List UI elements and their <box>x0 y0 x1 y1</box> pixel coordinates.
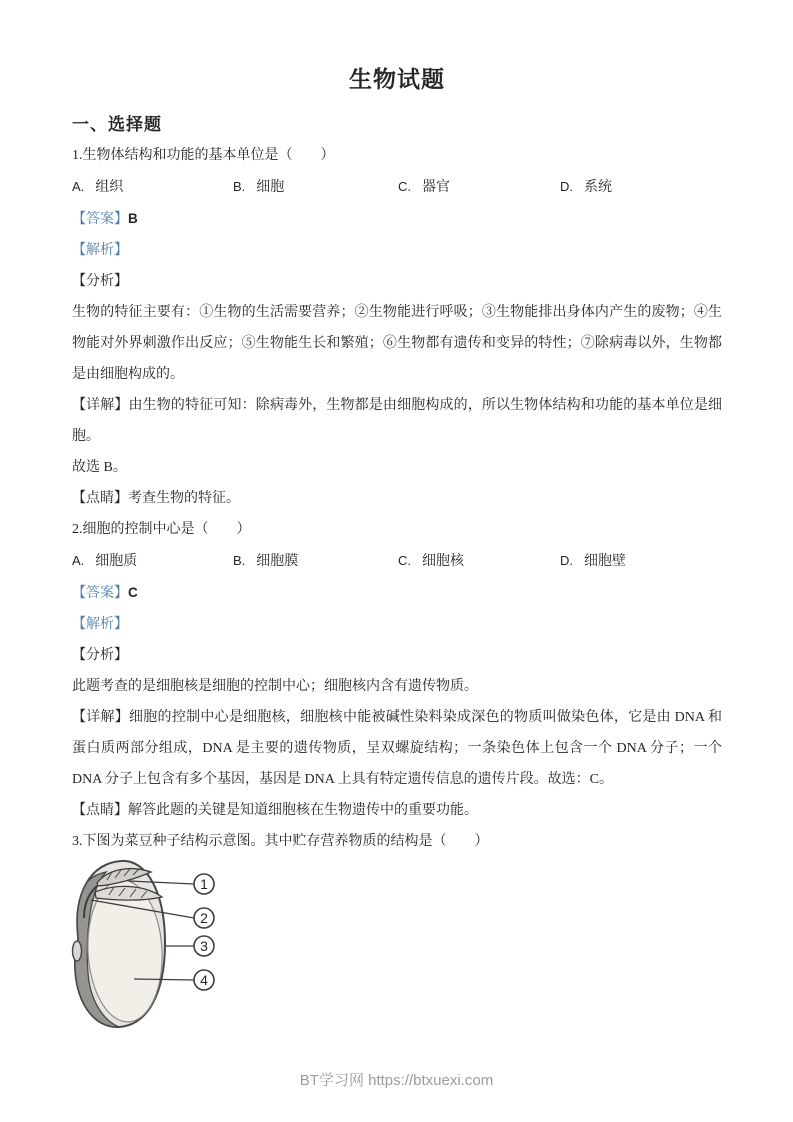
answer-value: C <box>128 585 138 600</box>
answer-tag: 【答案】 <box>72 212 128 227</box>
option-letter: C. <box>398 553 411 568</box>
option-label: 细胞质 <box>95 554 138 569</box>
question-1-detail: 【详解】由生物的特征可知：除病毒外，生物都是由细胞构成的，所以生物体结构和功能的基本单位是细胞。 <box>72 398 722 444</box>
option-d <box>560 545 722 577</box>
option-a <box>72 545 233 577</box>
option-d <box>560 171 722 203</box>
footer-watermark: BT学习网 https://btxuexi.com <box>299 1072 494 1089</box>
section-heading: 一、选择题 <box>72 115 162 134</box>
option-label: 细胞膜 <box>256 554 299 569</box>
question-1-conclusion: 故选 B。 <box>72 460 127 475</box>
option-letter: D. <box>560 179 573 194</box>
option-label: 细胞 <box>256 180 285 195</box>
question-2-answer-line <box>72 577 722 609</box>
option-label: 组织 <box>95 180 124 195</box>
option-letter: C. <box>398 179 411 194</box>
option-letter: B. <box>233 179 246 194</box>
option-c <box>398 545 560 577</box>
analysis-tag: 【解析】 <box>72 243 128 258</box>
question-1-analysis-tag-line <box>72 235 722 266</box>
option-letter: A. <box>72 553 85 568</box>
bean-seed-diagram <box>61 857 231 1033</box>
option-letter: A. <box>72 179 85 194</box>
callout-badges <box>194 874 214 990</box>
question-2-stem: 2.细胞的控制中心是（ ） <box>72 522 251 537</box>
question-2-analysis-heading: 【分析】 <box>72 648 128 663</box>
question-1-answer-line <box>72 203 722 235</box>
option-label: 细胞核 <box>422 554 464 569</box>
answer-tag: 【答案】 <box>72 586 128 601</box>
question-2-detail: 【详解】细胞的控制中心是细胞核，细胞核中能被碱性染料染成深色的物质叫做染色体，它是由 DNA 和蛋白质两部分组成，DNA 是主要的遗传物质，呈双螺旋结构；一条染色体上包含一个 DNA 分子；一个 DNA 分子上包含有多个基因，基因是 DNA 上具有特定遗传信息的遗传片段。故选：C。 <box>72 710 722 787</box>
question-2-analysis-body: 此题考查的是细胞核是细胞的控制中心；细胞核内含有遗传物质。 <box>72 679 478 694</box>
question-2-options <box>72 545 722 577</box>
question-1-analysis-heading: 【分析】 <box>72 274 128 289</box>
analysis-tag: 【解析】 <box>72 617 128 632</box>
document-content <box>72 0 722 1033</box>
question-1-analysis-body: 生物的特征主要有：①生物的生活需要营养；②生物能进行呼吸；③生物能排出身体内产生的废物；④生物能对外界刺激作出反应；⑤生物能生长和繁殖；⑥生物都有遗传和变异的特性；⑦除病毒以外，生物都是由细胞构成的。 <box>72 305 722 382</box>
option-letter: B. <box>233 553 246 568</box>
bean-seed-figure <box>61 857 722 1033</box>
option-letter: D. <box>560 553 573 568</box>
figure-label-1: 1 <box>200 876 208 892</box>
option-a <box>72 171 233 203</box>
option-c <box>398 171 560 203</box>
figure-label-4: 4 <box>200 972 208 988</box>
question-2-analysis-tag-line <box>72 609 722 640</box>
question-1-options <box>72 171 722 203</box>
option-b <box>233 545 398 577</box>
figure-label-2: 2 <box>200 910 208 926</box>
question-1-stem: 1.生物体结构和功能的基本单位是（ ） <box>72 148 335 163</box>
hilum <box>73 941 82 961</box>
figure-label-3: 3 <box>200 938 208 954</box>
option-b <box>233 171 398 203</box>
question-2-tip: 【点睛】解答此题的关键是知道细胞核在生物遗传中的重要功能。 <box>72 803 478 818</box>
question-3-stem: 3.下图为菜豆种子结构示意图。其中贮存营养物质的结构是（ ） <box>72 834 489 849</box>
option-label: 器官 <box>422 180 450 195</box>
option-label: 系统 <box>584 180 612 195</box>
question-1-tip: 【点睛】考查生物的特征。 <box>72 491 240 506</box>
option-label: 细胞壁 <box>584 554 626 569</box>
answer-value: B <box>128 211 138 226</box>
exam-title: 生物试题 <box>349 67 445 92</box>
